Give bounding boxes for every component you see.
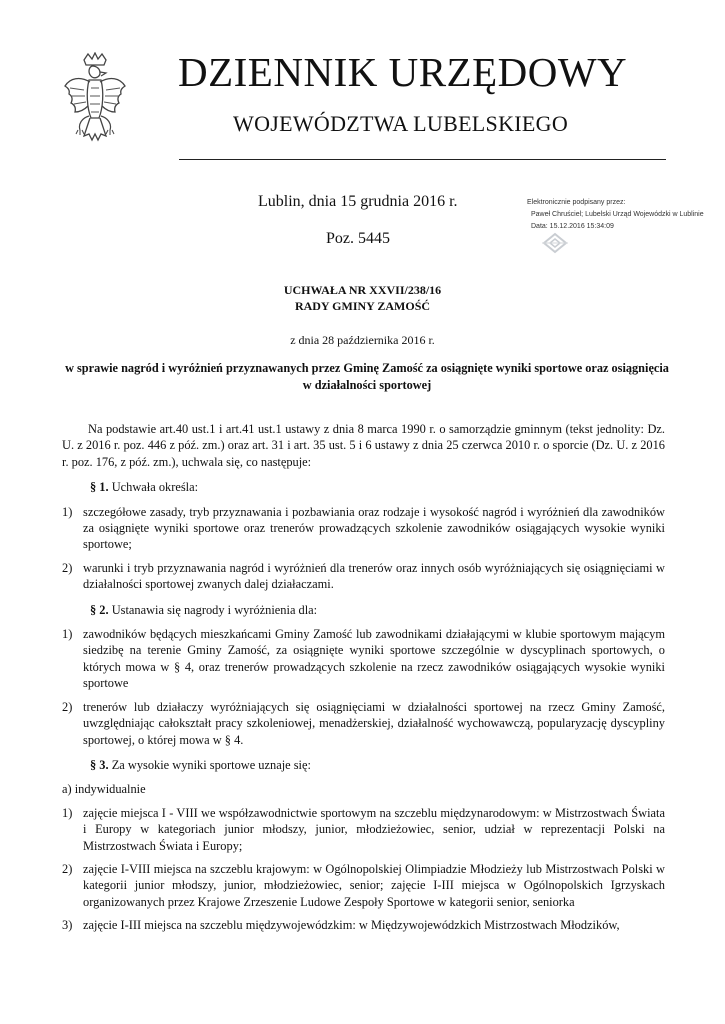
list-item [62, 805, 665, 854]
section-1-text: Uchwała określa: [111, 480, 199, 495]
item-text: zawodników będących mieszkańcami Gminy Zamość lub zawodnikami działającymi w klubie sportowym mającym siedzibę na terenie Gminy Zamość, za osiągnięte wyniki sportowe szczególnie w dyscyplinach sportowych, o których mowa w § 4, oraz trenerów prowadzących szkolenie na rzecz zawodników osiągających wysokie wyniki sportowe [83, 627, 665, 691]
item-number: 2) [62, 861, 73, 876]
item-number: 2) [62, 560, 73, 575]
item-number: 1) [62, 627, 73, 642]
list-item [62, 699, 665, 748]
item-number: 1) [62, 805, 73, 820]
list-item [62, 626, 665, 692]
journal-title: DZIENNIK URZĘDOWY [178, 49, 628, 95]
item-text: warunki i tryb przyznawania nagród i wyróżnień dla trenerów oraz innych osób wyróżniających się osiągnięciami w działalności sportowej zwanych dalej działaczami. [83, 560, 665, 592]
resolution-number: UCHWAŁA NR XXVII/238/16 [283, 283, 442, 297]
list-item [62, 504, 665, 553]
signature-label: Elektronicznie podpisany przez: [527, 199, 626, 206]
list-item [62, 917, 665, 933]
journal-subtitle: WOJEWÓDZTWA LUBELSKIEGO [233, 111, 569, 136]
section-1-label: § 1. [90, 480, 109, 495]
publication-date: Lublin, dnia 15 grudnia 2016 r. [258, 193, 458, 210]
item-text: szczegółowe zasady, tryb przyznawania i pozbawiania oraz rodzaje i wysokość nagród i wyróżnień dla zawodników za osiągnięte wyniki sportowe oraz trenerów prowadzących szkolenie zawodników osiągających wysokie wyniki sportowe; [83, 504, 665, 552]
section-1-heading [62, 479, 665, 495]
item-number: 3) [62, 918, 73, 933]
signature-signer: Paweł Chruściel; Lubelski Urząd Wojewódzki w Lublinie [531, 211, 704, 218]
section-2-heading [62, 602, 665, 618]
item-text: zajęcie I-III miejsca na szczeblu międzywojewódzkim: w Międzywojewódzkich Mistrzostwach Młodzików, [83, 918, 620, 933]
polish-eagle-emblem-icon [62, 52, 128, 162]
item-number: 2) [62, 699, 73, 714]
resolution-title [0, 282, 725, 314]
masthead-divider [179, 159, 666, 160]
resolution-date: z dnia 28 października 2016 r. [290, 333, 435, 347]
signature-date: Data: 15.12.2016 15:34:09 [531, 223, 614, 230]
section-3-subheading: a) indywidualnie [62, 782, 146, 797]
resolution-body [62, 421, 665, 941]
section-2-text: Ustanawia się nagrody i wyróżnienia dla: [111, 602, 318, 617]
position-number: Poz. 5445 [326, 230, 390, 247]
e-signature-logo-icon [540, 231, 570, 255]
section-3-text: Za wysokie wyniki sportowe uznaje się: [111, 757, 311, 772]
resolution-subject: w sprawie nagród i wyróżnień przyznawanych przez Gminę Zamość za osiągnięte wyniki sportowe oraz osiągnięcia w działalności sportowej [65, 361, 669, 392]
item-number: 1) [62, 504, 73, 519]
list-item [62, 861, 665, 910]
resolution-council: RADY GMINY ZAMOŚĆ [294, 299, 431, 313]
section-3-heading [62, 757, 665, 773]
section-2-label: § 2. [90, 602, 109, 617]
electronic-signature [527, 197, 717, 233]
item-text: zajęcie miejsca I - VIII we współzawodnictwie sportowym na szczeblu międzynarodowym: w Mistrzostwach Świata i Europy w kategoriach junior młodszy, junior, młodzieżowiec, senior, udział w reprezentacji Polski na Mistrzostwach Świata i Europy; [83, 805, 665, 853]
item-text: trenerów lub działaczy wyróżniających się osiągnięciami w działalności sportowej na rzecz Gminy Zamość, uwzględniając całokształt pracy szkoleniowej, menadżerskiej, działalność wychowawczą, popularyzację dyscypliny sportowej, o której mowa w § 4. [83, 699, 665, 747]
list-item [62, 560, 665, 593]
item-text: zajęcie I-VIII miejsca na szczeblu krajowym: w Ogólnopolskiej Olimpiadzie Młodzieży lub Mistrzostwach Polski w kategorii junior młodszy, junior, młodzieżowiec, senior; zajęcie I-III miejsca w Ogólnopolskich Igrzyskach organizowanych przez Krajowe Zrzeszenie Ludowe Zespoły Sportowe w kategorii senior, seniorka [83, 861, 665, 909]
legal-basis-paragraph: Na podstawie art.40 ust.1 i art.41 ust.1 ustawy z dnia 8 marca 1990 r. o samorządzie gminnym (tekst jednolity: Dz. U. z 2016 r. poz. 446 z póź. zm.) oraz art. 31 i art. 35 ust. 5 i 6 ustawy z dnia 25 czerwca 2010 r. o sporcie (Dz. U. z 2016 r. poz. 176, z póź. zm.), uchwala się, co następuje: [62, 422, 665, 469]
section-3-label: § 3. [90, 757, 109, 772]
